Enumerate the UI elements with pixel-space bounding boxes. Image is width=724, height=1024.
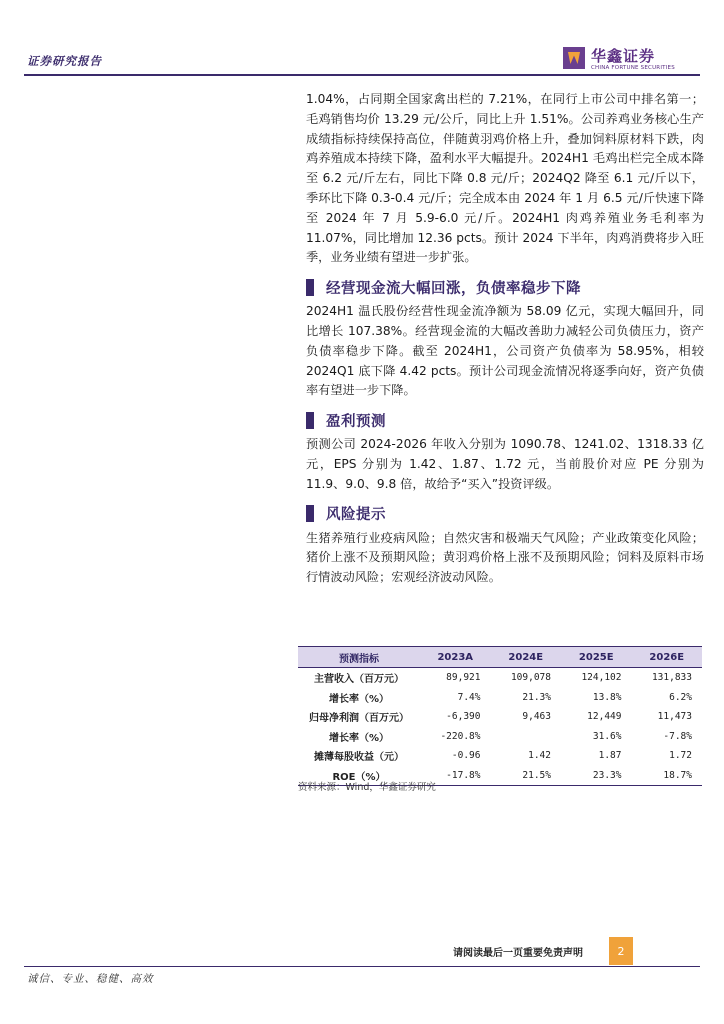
table-header-cell: 预测指标 bbox=[298, 647, 420, 668]
table-cell: 1.72 bbox=[669, 750, 692, 762]
report-type-label: 证券研究报告 bbox=[27, 54, 102, 68]
table-cell: 18.7% bbox=[632, 766, 703, 786]
table-cell: 89,921 bbox=[446, 672, 481, 684]
table-cell: 21.5% bbox=[491, 766, 562, 786]
table-header-cell: 2024E bbox=[491, 647, 562, 668]
header-divider bbox=[24, 74, 700, 76]
table-header-cell: 2023A bbox=[420, 647, 491, 668]
table-cell: -17.8% bbox=[420, 766, 491, 786]
table-row bbox=[298, 668, 702, 688]
table-cell: 9,463 bbox=[522, 711, 551, 723]
table-header-row bbox=[298, 647, 702, 668]
table-cell: -0.96 bbox=[451, 750, 481, 762]
section-marker bbox=[306, 505, 314, 522]
page-number: 2 bbox=[609, 937, 633, 965]
table-cell: 1.42 bbox=[528, 750, 551, 762]
table-cell bbox=[491, 727, 562, 747]
table-cell: 12,449 bbox=[587, 711, 622, 723]
table-cell: 6.2% bbox=[669, 691, 692, 703]
table-cell: 11,473 bbox=[657, 711, 692, 723]
table-cell: 31.6% bbox=[592, 730, 622, 742]
footer-slogan: 诚信、专业、稳健、高效 bbox=[27, 973, 154, 985]
paragraph-forecast: 预测公司 2024-2026 年收入分别为 1090.78、1241.02、1318.33 亿元，EPS 分别为 1.42、1.87、1.72 元，当前股价对应 PE 分别为 11.9、9.0、9.8 倍，故给予“买入”投资评级。 bbox=[306, 437, 704, 491]
table-cell: 7.4% bbox=[457, 691, 481, 703]
section-title: 经营现金流大幅回涨，负债率稳步下降 bbox=[326, 280, 581, 297]
paragraph-risk: 生猪养殖行业疫病风险；自然灾害和极端天气风险；产业政策变化风险；猪价上涨不及预期风险；黄羽鸡价格上涨不及预期风险；饲料及原料市场行情波动风险；宏观经济波动风险。 bbox=[306, 530, 704, 585]
table-row bbox=[298, 688, 702, 708]
logo-text-cn: 华鑫证券 bbox=[591, 47, 656, 65]
table-cell: 131,833 bbox=[651, 672, 692, 684]
table-cell: 1.87 bbox=[598, 750, 622, 762]
row-label: ROE（%） bbox=[298, 766, 420, 786]
section-heading-cashflow bbox=[306, 277, 704, 297]
forecast-table bbox=[298, 646, 702, 786]
table-header-cell: 2025E bbox=[561, 647, 632, 668]
company-logo bbox=[563, 44, 713, 74]
logo-text-en: CHINA FORTUNE SECURITIES bbox=[591, 65, 675, 71]
table-cell: 13.8% bbox=[592, 691, 622, 703]
section-heading-forecast bbox=[306, 410, 704, 430]
table-cell: 124,102 bbox=[581, 672, 622, 684]
table-row bbox=[298, 707, 702, 727]
table-cell: 21.3% bbox=[522, 691, 551, 703]
table-cell: -7.8% bbox=[663, 730, 692, 742]
row-label: 增长率（%） bbox=[328, 732, 390, 744]
table-cell: 23.3% bbox=[561, 766, 632, 786]
disclaimer-link[interactable]: 请阅读最后一页重要免责声明 bbox=[453, 948, 583, 959]
section-marker bbox=[306, 279, 314, 296]
table-cell: -6,390 bbox=[446, 711, 481, 723]
row-label: 归母净利润（百万元） bbox=[309, 713, 409, 725]
main-content bbox=[306, 90, 704, 588]
row-label: 摊薄每股收益（元） bbox=[314, 752, 404, 764]
paragraph-cashflow: 2024H1 温氏股份经营性现金流净额为 58.09 亿元，实现大幅回升，同比增长 107.38%。经营现金流的大幅改善助力减轻公司负债压力，资产负债率稳步下降。截至 2024H1，公司资产负债率为 58.95%，相较 2024Q1 底下降 4.42 pcts。预计公司现金流情况将逐季向好，资产负债率有望进一步下降。 bbox=[306, 304, 704, 398]
table-source-note: 资料来源：Wind，华鑫证券研究 bbox=[298, 782, 436, 793]
section-marker bbox=[306, 412, 314, 429]
table-cell: 109,078 bbox=[510, 672, 551, 684]
table-cell: -220.8% bbox=[440, 730, 481, 742]
section-title: 风险提示 bbox=[326, 507, 386, 524]
footer-divider bbox=[24, 966, 700, 967]
paragraph-chicken-business: 1.04%，占同期全国家禽出栏的 7.21%，在同行上市公司中排名第一；毛鸡销售均价 13.29 元/公斤，同比上升 1.51%。公司养鸡业务核心生产成绩指标持续保持高位，伴随黄羽鸡价格上升，叠加饲料原材料下跌，肉鸡养殖成本持续下降，盈利水平大幅提升。2024H1 毛鸡出栏完全成本降至 6.2 元/斤左右，同比下降 0.8 元/斤；2024Q2 降至 6.1 元/斤以下，季环比下降 0.3-0.4 元/斤；完全成本由 2024 年 1 月 6.5 元/斤快速下降至 2024 年 7 月 5.9-6.0 元/斤。2024H1 肉鸡养殖业务毛利率为 11.07%，同比增加 12.36 pcts。预计 2024 下半年，肉鸡消费将步入旺季，业务业绩有望进一步扩张。 bbox=[306, 92, 704, 265]
table-row bbox=[298, 746, 702, 766]
table-header-cell: 2026E bbox=[632, 647, 703, 668]
section-title: 盈利预测 bbox=[326, 413, 386, 430]
row-label: 增长率（%） bbox=[328, 693, 390, 705]
section-heading-risk bbox=[306, 504, 704, 524]
row-label: 主营收入（百万元） bbox=[314, 674, 404, 686]
table-row bbox=[298, 727, 702, 747]
logo-mark-icon bbox=[563, 47, 585, 69]
